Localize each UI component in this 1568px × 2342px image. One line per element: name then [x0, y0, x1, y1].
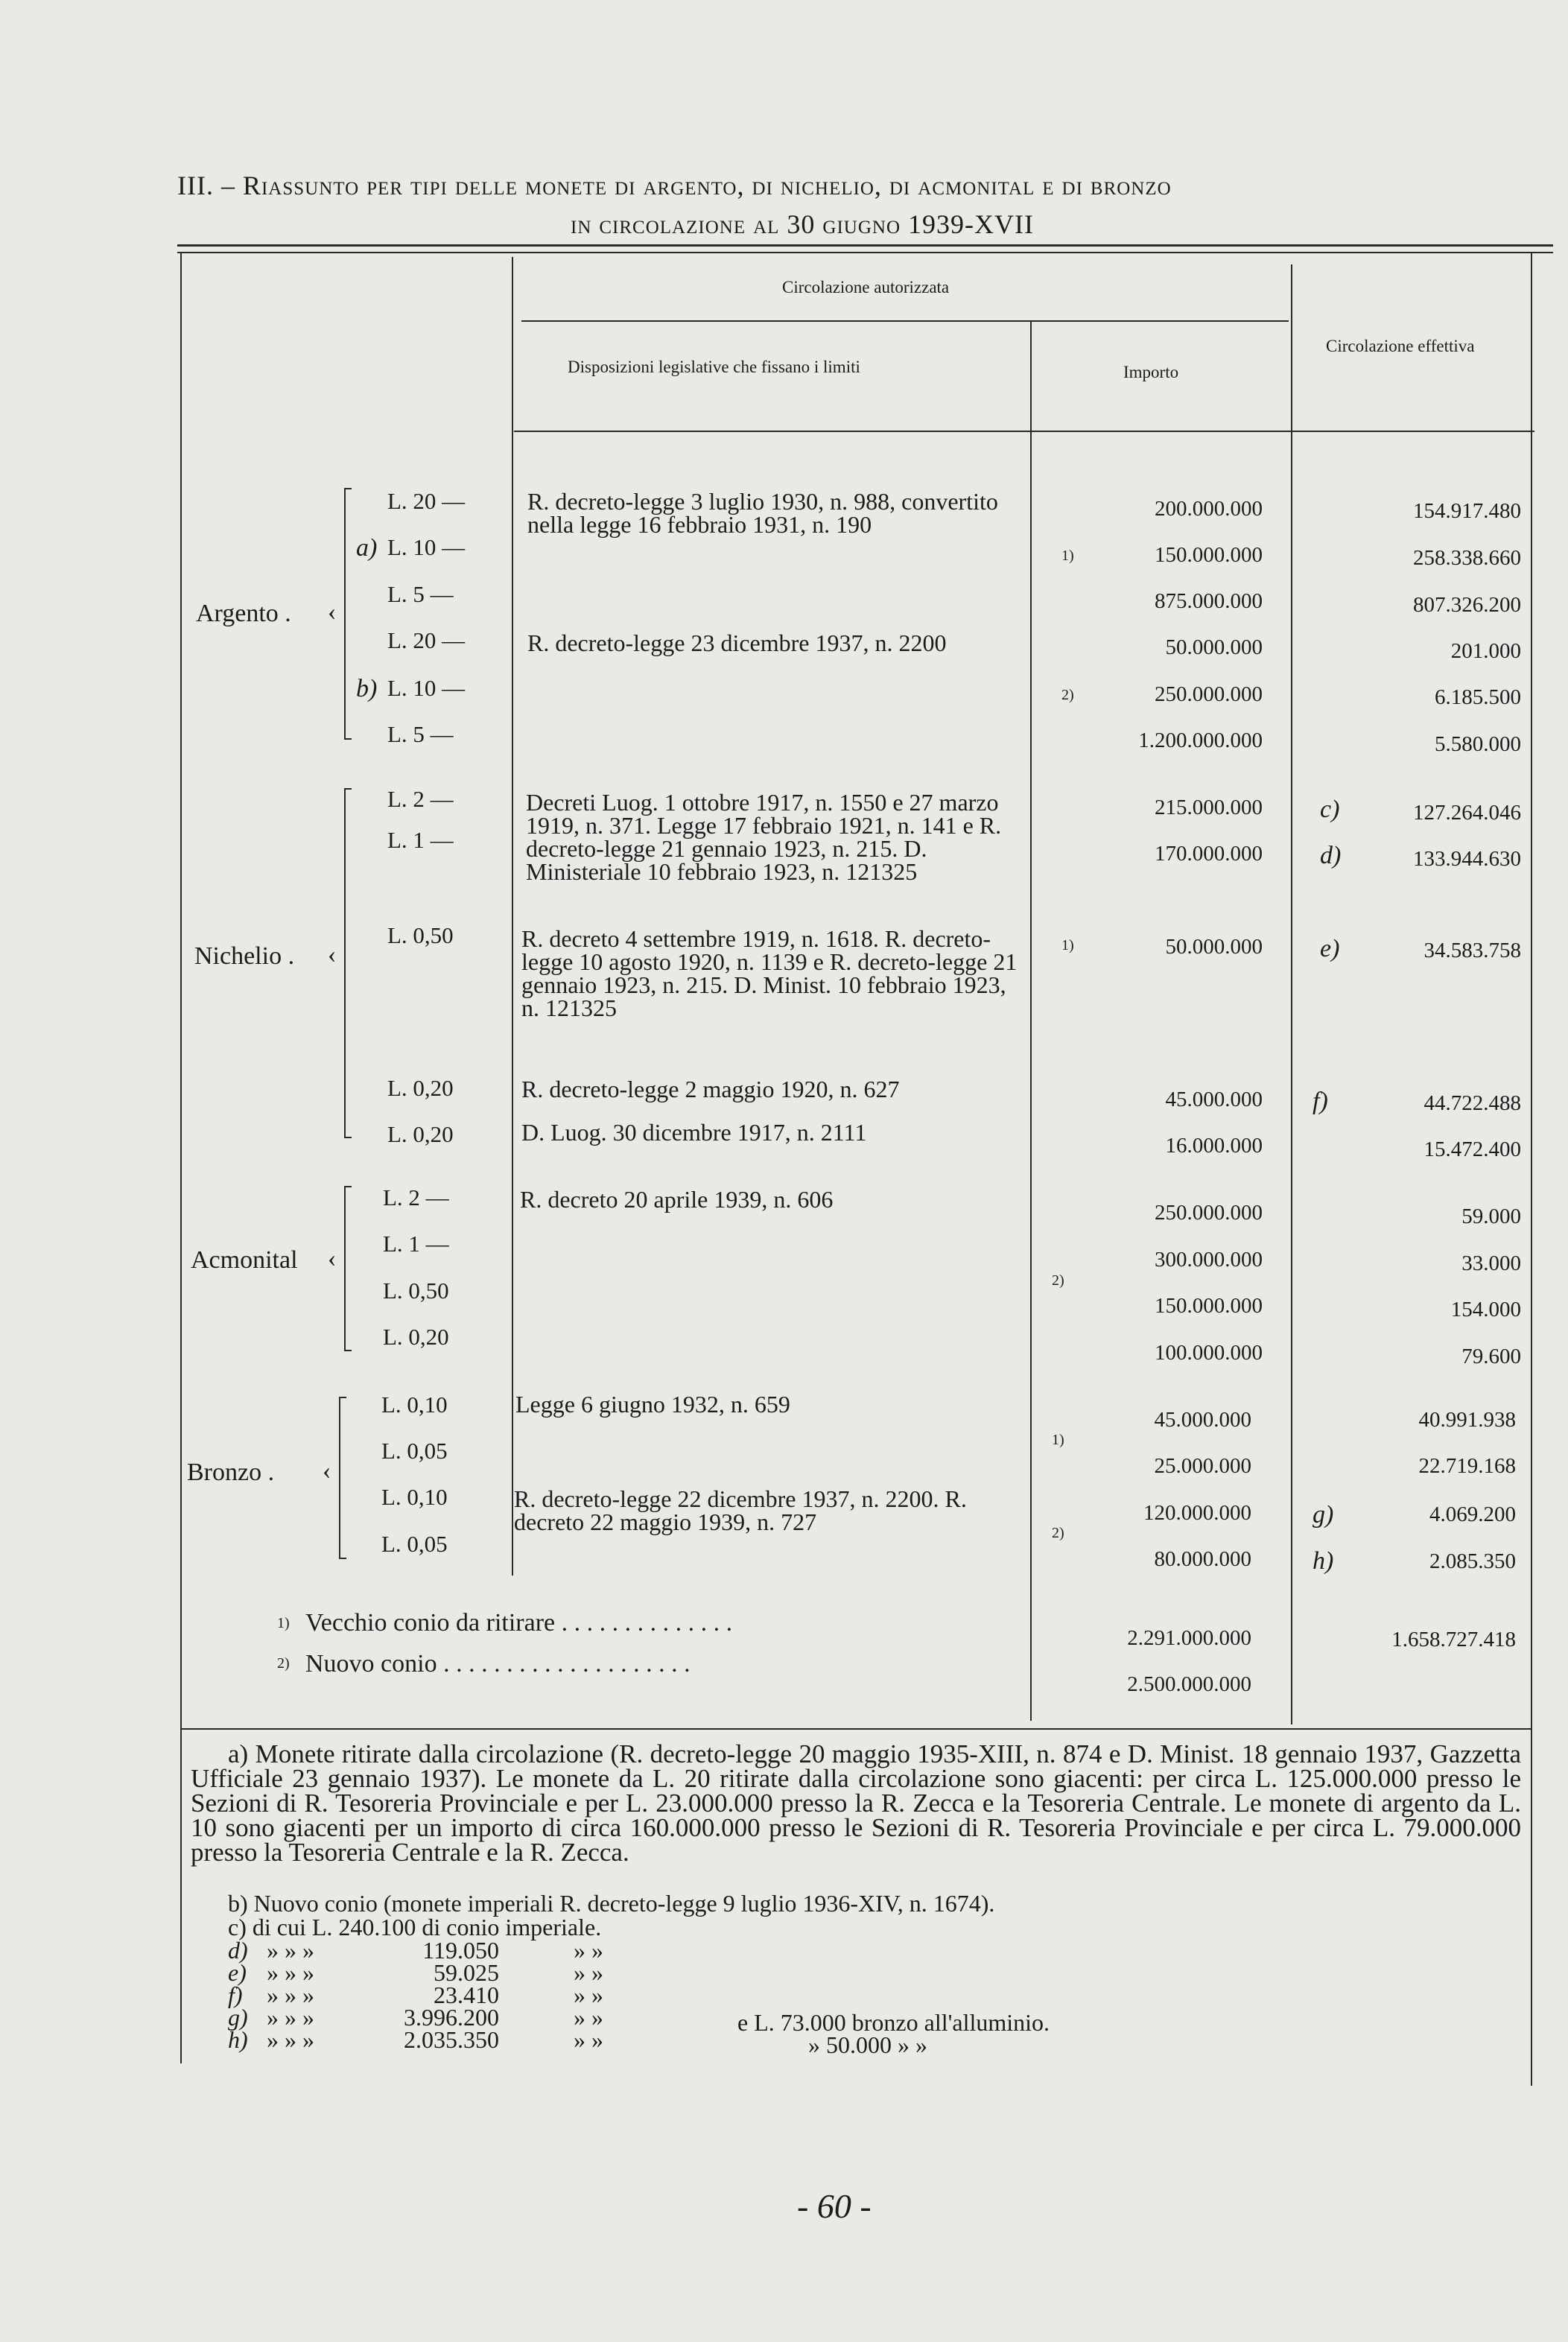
total-sup: 2) — [277, 1655, 290, 1672]
effettiva-value: 22.719.168 — [1418, 1454, 1516, 1478]
importo-value: 150.000.000 — [1155, 1294, 1263, 1318]
header-disposizioni: Disposizioni legislative che fissano i limiti — [568, 358, 860, 376]
legal-nichelio-2: R. decreto 4 settembre 1919, n. 1618. R. decreto-legge 10 agosto 1920, n. 1139 e R. decreto-legge 21 gennaio 1923, n. 215. D. Minist. 10 febbraio 1923, n. 121325 — [521, 925, 1018, 1021]
header-bottom-rule — [514, 431, 1534, 432]
importo-value: 250.000.000 — [1155, 1201, 1263, 1225]
den-argento-1: L. 20 — — [387, 488, 466, 514]
sup-note: 2) — [1052, 1525, 1064, 1541]
page-number: - 60 - — [797, 2187, 872, 2225]
brace-acmonital — [344, 1186, 346, 1351]
effettiva-value: 133.944.630 — [1413, 847, 1521, 871]
den-argento-5: L. 10 — — [387, 675, 466, 701]
note-mark: d) — [1320, 842, 1342, 869]
effettiva-value: 154.000 — [1450, 1298, 1521, 1321]
ditto-marks: » » » — [267, 2004, 314, 2031]
den-acmonital-3: L. 0,50 — [383, 1278, 449, 1304]
footnote-c: c) di cui L. 240.100 di conio imperiale. — [228, 1914, 602, 1940]
ditto-marks: » » — [574, 1937, 603, 1964]
footnote-value: 2.035.350 — [404, 2026, 499, 2053]
footnote-mark: d) — [228, 1937, 248, 1964]
brace-tip: ‹ — [328, 598, 337, 626]
den-nichelio-2: L. 1 — — [387, 827, 454, 853]
effettiva-value: 154.917.480 — [1413, 499, 1521, 523]
ditto-marks: » » — [574, 1959, 603, 1986]
col-divider-importo — [1030, 320, 1032, 1721]
group-label-bronzo: Bronzo . — [187, 1459, 275, 1486]
legal-nichelio-3: R. decreto-legge 2 maggio 1920, n. 627 — [521, 1076, 900, 1102]
footnote-mark: e) — [228, 1959, 247, 1986]
header-importo: Importo — [1123, 363, 1179, 381]
den-argento-2: L. 10 — — [387, 534, 466, 560]
effettiva-value: 79.600 — [1461, 1345, 1521, 1368]
total-label-vecchio: Vecchio conio da ritirare . . . . . . . . . . . . . . — [305, 1609, 733, 1637]
brace-nichelio — [344, 788, 346, 1138]
notes-top-rule — [180, 1728, 1531, 1730]
effettiva-value: 127.264.046 — [1413, 801, 1521, 825]
sup-note: 1) — [1052, 1432, 1064, 1448]
ditto-marks: » » » — [267, 1937, 314, 1964]
footnote-b: b) Nuovo conio (monete imperiali R. decreto-legge 9 luglio 1936-XIV, n. 1674). — [228, 1890, 995, 1917]
importo-value: 215.000.000 — [1155, 796, 1263, 819]
footnote-value: 3.996.200 — [404, 2004, 499, 2031]
effettiva-value: 33.000 — [1461, 1251, 1521, 1275]
effettiva-value: 5.580.000 — [1435, 732, 1521, 756]
sup-note: 2) — [1061, 687, 1074, 703]
brace-tip: ‹ — [328, 941, 337, 968]
effettiva-value: 807.326.200 — [1413, 593, 1521, 617]
effettiva-value: 44.722.488 — [1423, 1091, 1521, 1115]
effettiva-value: 40.991.938 — [1418, 1408, 1516, 1432]
page-title-line2: in circolazione al 30 giugno 1939-XVII — [571, 209, 1034, 239]
note-mark: c) — [1320, 796, 1340, 823]
header-circolazione-autorizzata: Circolazione autorizzata — [782, 278, 950, 296]
importo-value: 875.000.000 — [1155, 589, 1263, 613]
footnote-mark: h) — [228, 2026, 248, 2053]
legal-argento-2: R. decreto-legge 23 dicembre 1937, n. 2200 — [527, 629, 947, 656]
group-label-acmonital: Acmonital — [191, 1246, 298, 1274]
table-right-border — [1531, 253, 1532, 2086]
den-nichelio-4: L. 0,20 — [387, 1075, 454, 1101]
note-mark: f) — [1313, 1088, 1328, 1115]
page-title-line1: III. – Riassunto per tipi delle monete di argento, di nichelio, di acmonital e di bronzo — [177, 171, 1172, 200]
footnote-mark: g) — [228, 2004, 248, 2031]
footnote-extra: » 50.000 » » — [808, 2031, 927, 2058]
importo-value: 170.000.000 — [1155, 842, 1263, 866]
effettiva-value: 201.000 — [1450, 639, 1521, 663]
ditto-marks: » » — [574, 2004, 603, 2031]
sup-note: 1) — [1061, 937, 1074, 953]
table-top-rule — [177, 244, 1553, 247]
importo-value: 80.000.000 — [1154, 1547, 1251, 1571]
total-label-nuovo: Nuovo conio . . . . . . . . . . . . . . . . . . . . — [305, 1650, 691, 1678]
footnote-mark: f) — [228, 1981, 243, 2008]
importo-value: 50.000.000 — [1165, 935, 1263, 959]
ditto-marks: » » » — [267, 1959, 314, 1986]
total-importo: 2.291.000.000 — [1127, 1626, 1251, 1650]
brace-argento — [344, 488, 346, 740]
importo-value: 120.000.000 — [1143, 1501, 1251, 1525]
effettiva-value: 4.069.200 — [1429, 1502, 1516, 1526]
importo-value: 150.000.000 — [1155, 543, 1263, 567]
footnote-value: 23.410 — [434, 1981, 499, 2008]
den-argento-3: L. 5 — — [387, 581, 454, 607]
den-bronzo-2: L. 0,05 — [381, 1438, 448, 1464]
importo-value: 50.000.000 — [1165, 635, 1263, 659]
effettiva-value: 34.583.758 — [1423, 939, 1521, 962]
effettiva-value: 2.085.350 — [1429, 1549, 1516, 1573]
importo-value: 250.000.000 — [1155, 682, 1263, 706]
table-top-rule-2 — [177, 252, 1553, 253]
importo-value: 100.000.000 — [1155, 1341, 1263, 1365]
den-acmonital-4: L. 0,20 — [383, 1324, 449, 1350]
den-argento-6: L. 5 — — [387, 721, 454, 747]
den-bronzo-3: L. 0,10 — [381, 1484, 448, 1510]
effettiva-value: 59.000 — [1461, 1205, 1521, 1228]
col-divider-effettiva — [1291, 264, 1292, 1724]
den-acmonital-1: L. 2 — — [383, 1184, 449, 1210]
group-label-argento: Argento . — [196, 600, 291, 627]
brace-tip: ‹ — [323, 1457, 331, 1485]
importo-value: 16.000.000 — [1165, 1134, 1263, 1158]
sup-note: 1) — [1061, 548, 1074, 564]
importo-value: 45.000.000 — [1165, 1088, 1263, 1111]
header-subrule — [521, 320, 1289, 322]
legal-nichelio-4: D. Luog. 30 dicembre 1917, n. 2111 — [521, 1119, 867, 1146]
den-argento-4: L. 20 — — [387, 627, 466, 653]
ditto-marks: » » » — [267, 2026, 314, 2053]
total-effettiva: 1.658.727.418 — [1391, 1628, 1516, 1651]
den-nichelio-5: L. 0,20 — [387, 1121, 454, 1147]
den-acmonital-2: L. 1 — — [383, 1231, 449, 1257]
effettiva-value: 258.338.660 — [1413, 546, 1521, 570]
note-mark: e) — [1320, 935, 1340, 962]
importo-value: 45.000.000 — [1154, 1408, 1251, 1432]
prefix-b: b) — [356, 675, 378, 702]
ditto-marks: » » — [574, 2026, 603, 2053]
footnote-value: 59.025 — [434, 1959, 499, 1986]
den-bronzo-1: L. 0,10 — [381, 1391, 448, 1418]
ditto-marks: » » » — [267, 1981, 314, 2008]
footnote-value: 119.050 — [422, 1937, 499, 1964]
note-mark: h) — [1313, 1547, 1334, 1575]
importo-value: 200.000.000 — [1155, 497, 1263, 521]
den-nichelio-3: L. 0,50 — [387, 922, 454, 948]
importo-value: 25.000.000 — [1154, 1454, 1251, 1478]
brace-tip: ‹ — [328, 1245, 337, 1272]
importo-value: 1.200.000.000 — [1138, 729, 1263, 752]
legal-acmonital: R. decreto 20 aprile 1939, n. 606 — [520, 1186, 834, 1213]
legal-nichelio-1: Decreti Luog. 1 ottobre 1917, n. 1550 e 27 marzo 1919, n. 371. Legge 17 febbraio 1921, n. 141 e R. decreto-legge 21 gennaio 1923, n. 215. D. Ministeriale 10 febbraio 1923, n. 121325 — [526, 789, 1002, 885]
effettiva-value: 6.185.500 — [1435, 685, 1521, 709]
den-bronzo-4: L. 0,05 — [381, 1531, 448, 1557]
note-mark: g) — [1313, 1501, 1334, 1529]
effettiva-value: 15.472.400 — [1423, 1137, 1521, 1161]
brace-bronzo — [339, 1397, 340, 1559]
legal-bronzo-2: R. decreto-legge 22 dicembre 1937, n. 2200. R. decreto 22 maggio 1939, n. 727 — [514, 1485, 967, 1535]
col-divider-legal — [512, 257, 513, 1575]
total-sup: 1) — [277, 1615, 290, 1631]
total-importo: 2.500.000.000 — [1127, 1672, 1251, 1696]
ditto-marks: » » — [574, 1981, 603, 2008]
header-circolazione-effettiva: Circolazione effettiva — [1326, 337, 1475, 355]
importo-value: 300.000.000 — [1155, 1248, 1263, 1272]
prefix-a: a) — [356, 534, 378, 562]
footnote-a: a) Monete ritirate dalla circolazione (R. decreto-legge 20 maggio 1935-XIII, n. 874 e D. Minist. 18 gennaio 1937, Gazzetta Ufficiale 23 gennaio 1937). Le monete da L. 20 ritirate dalla circolazione sono giacenti: per circa L. 125.000.000 presso le Sezioni di R. Tesoreria Provinciale e per L. 23.000.000 presso la R. Zecca e la Tesoreria Centrale. Le monete di argento da L. 10 sono giacenti per un importo di circa 160.000.000 presso le Sezioni di R. Tesoreria Provinciale e per circa L. 79.000.000 presso la Tesoreria Centrale e la R. Zecca. — [191, 1739, 1521, 1867]
legal-argento-1: R. decreto-legge 3 luglio 1930, n. 988, convertito nella legge 16 febbraio 1931, n. 190 — [527, 488, 998, 538]
table-left-border — [180, 253, 182, 2063]
footnote-extra: e L. 73.000 bronzo all'alluminio. — [737, 2009, 1050, 2036]
group-label-nichelio: Nichelio . — [194, 942, 295, 970]
den-nichelio-1: L. 2 — — [387, 786, 454, 812]
legal-bronzo-1: Legge 6 giugno 1932, n. 659 — [515, 1391, 790, 1418]
sup-note: 2) — [1052, 1272, 1064, 1289]
